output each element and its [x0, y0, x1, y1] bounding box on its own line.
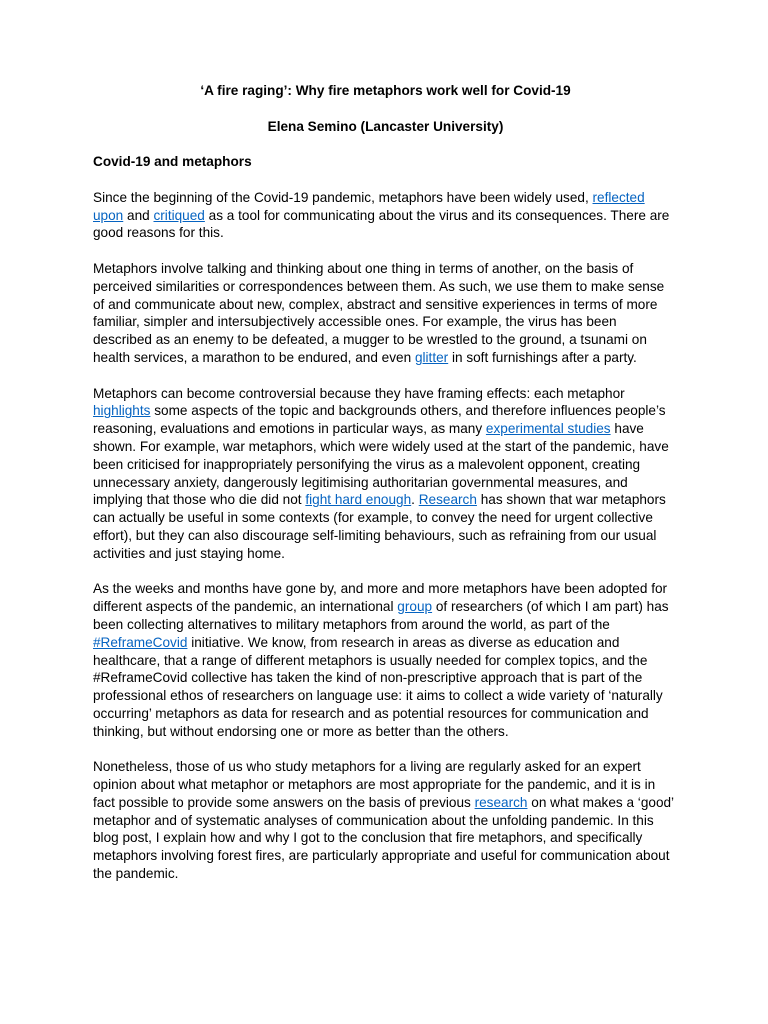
hyperlink[interactable]: highlights — [93, 403, 151, 419]
paragraph-text: has shown that war metaphors can actually be useful in some contexts (for example, to convey the need for urgent collective effort), but they can also discourage self-limiting behaviours, such as refraining from our usual activities and just staying home. — [93, 492, 666, 561]
section-heading: Covid-19 and metaphors — [93, 154, 252, 170]
hyperlink[interactable]: experimental studies — [485, 421, 611, 437]
paragraph-text: and — [123, 207, 154, 223]
paragraph — [93, 189, 678, 242]
paragraph-text: initiative. We know, from research in areas as diverse as education and healthcare, that a range of different metaphors is usually needed for complex topics, and the #ReframeCovid collective has taken the kind of non-prescriptive approach that is part of the professional ethos of researchers on language use: it aims to collect a wide variety of ‘naturally occurring’ metaphors as data for research and as potential resources for communication and thinking, but without endorsing one or more as better than the others. — [93, 634, 663, 739]
paragraph-text: have shown. For example, war metaphors, which were widely used at the start of the pandemic, have been criticised for inappropriately personifying the virus as a malevolent opponent, creating unnecessary anxiety, dangerously legitimising authoritarian governmental measures, and implying that those who die did not — [93, 421, 669, 508]
hyperlink[interactable]: group — [397, 599, 433, 615]
paragraph-text: Since the beginning of the Covid-19 pandemic, metaphors have been widely used, — [93, 189, 593, 205]
paragraph-text: on what makes a ‘good’ metaphor and of systematic analyses of communication about the unfolding pandemic. In this blog post, I explain how and why I got to the conclusion that fire metaphors, and specifically metaphors involving forest fires, are particularly appropriate and useful for communication about the pandemic. — [93, 794, 674, 882]
paragraph — [93, 385, 678, 563]
paragraph-text: As the weeks and months have gone by, and more and more metaphors have been adopted for different aspects of the pandemic, an international — [93, 581, 668, 615]
document-page — [93, 82, 678, 883]
paragraph-text: in soft furnishings after a party. — [448, 349, 637, 365]
document-title: ‘A fire raging’: Why fire metaphors work well for Covid-19 — [200, 83, 571, 98]
paragraph — [93, 758, 678, 883]
paragraph-text: Nonetheless, those of us who study metaphors for a living are regularly asked for an expert opinion about what metaphor or metaphors are most appropriate for the pandemic, and it is in fact possible to provide some answers on the basis of previous — [93, 759, 656, 810]
paragraph-text: Metaphors involve talking and thinking about one thing in terms of another, on the basis of perceived similarities or correspondences between them. As such, we use them to make sense of and communicate about new, complex, abstract and sensitive experiences in terms of more familiar, simpler and intersubjectively accessible ones. For example, the virus has been described as an enemy to be defeated, a mugger to be wrestled to the ground, a tsunami on health services, a marathon to be endured, and even — [93, 260, 665, 365]
hyperlink[interactable]: #ReframeCovid — [93, 634, 188, 650]
author-line: Elena Semino (Lancaster University) — [267, 118, 504, 134]
paragraph — [93, 580, 678, 740]
hyperlink[interactable]: research — [474, 794, 528, 810]
body-text — [93, 189, 678, 883]
paragraph-text: of researchers (of which I am part) has been collecting alternatives to military metaphors from around the world, as part of the — [93, 599, 669, 632]
hyperlink[interactable]: fight hard enough — [305, 492, 412, 508]
paragraph-text: as a tool for communicating about the virus and its consequences. There are good reasons for this. — [93, 207, 670, 241]
hyperlink[interactable]: Research — [418, 492, 477, 508]
hyperlink[interactable]: glitter — [414, 349, 449, 365]
paragraph-text: Metaphors can become controversial because they have framing effects: each metaphor — [93, 385, 625, 401]
paragraph-text: . — [411, 492, 419, 508]
hyperlink[interactable]: reflected upon — [93, 189, 645, 223]
paragraph-text: some aspects of the topic and backgrounds others, and therefore influences people’s reasoning, evaluations and emotions in particular ways, as many — [93, 403, 666, 437]
paragraph — [93, 260, 678, 367]
hyperlink[interactable]: critiqued — [153, 207, 205, 223]
